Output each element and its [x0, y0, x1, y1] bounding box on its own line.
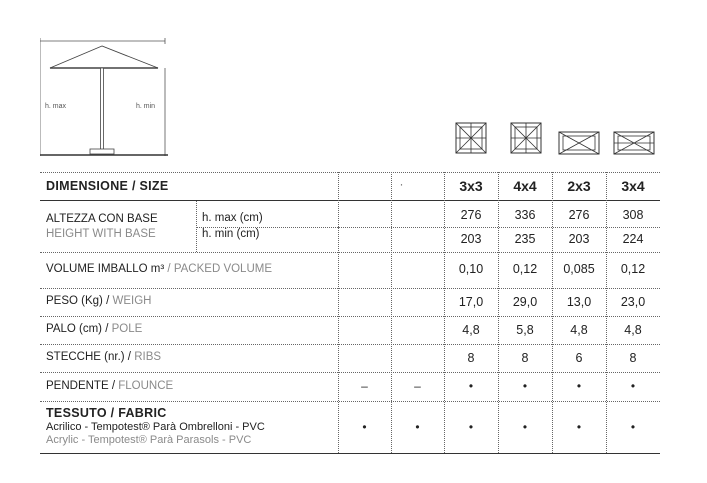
- table-top-divider: [40, 172, 660, 173]
- fabric-it: Acrilico - Tempotest® Parà Ombrelloni - PVC: [46, 421, 265, 433]
- umbrella-3x3-icon: [455, 122, 487, 154]
- ribs-4x4: 8: [521, 351, 529, 365]
- row-divider: [40, 288, 660, 289]
- row-divider: [40, 316, 660, 317]
- pole-label: [46, 323, 142, 335]
- pole-3x4: 4,8: [624, 323, 642, 337]
- volume-label-it: VOLUME IMBALLO m³: [46, 263, 165, 275]
- fabric-en: Acrylic - Tempotest® Parà Parasols - PVC: [46, 434, 252, 446]
- volume-2x3: 0,085: [563, 262, 595, 276]
- h-max-3x3: 276: [460, 208, 482, 222]
- weight-4x4: 29,0: [512, 295, 538, 309]
- flounce-4x4: •: [522, 379, 528, 393]
- volume-label-en: PACKED VOLUME: [173, 263, 273, 275]
- flounce-label: [46, 380, 173, 392]
- table-bottom-divider: [40, 453, 660, 454]
- row-divider: [40, 344, 660, 345]
- weight-label: [46, 295, 151, 307]
- h-min-cm-label: h. min (cm): [202, 228, 260, 240]
- h-min-4x4: 235: [514, 232, 536, 246]
- h-min-label: h. min: [136, 103, 156, 110]
- flounce-col1: –: [361, 379, 368, 393]
- h-min-2x3: 203: [568, 232, 590, 246]
- weight-label-sep: /: [102, 295, 113, 307]
- weight-label-en: WEIGH: [112, 295, 152, 307]
- weight-label-it: PESO (Kg): [46, 295, 103, 307]
- flounce-label-en: FLOUNCE: [118, 380, 174, 392]
- flounce-label-it: PENDENTE: [46, 380, 109, 392]
- column-divider: [338, 172, 339, 453]
- fabric-col1: •: [362, 420, 367, 434]
- height-label-it: ALTEZZA CON BASE: [46, 213, 158, 225]
- size-header-4x4: 4x4: [513, 178, 537, 194]
- h-max-4x4: 336: [514, 208, 536, 222]
- umbrella-diagram-icon: [40, 38, 170, 158]
- flounce-2x3: •: [576, 379, 582, 393]
- row-divider: [40, 252, 660, 253]
- pole-label-it: PALO (cm): [46, 323, 103, 335]
- header-divider: [40, 200, 660, 201]
- ribs-3x4: 8: [629, 351, 637, 365]
- umbrella-3x4-icon: [613, 131, 655, 155]
- pole-3x3: 4,8: [462, 323, 480, 337]
- size-header-2x3: 2x3: [567, 178, 591, 194]
- ribs-label-en: RIBS: [134, 351, 162, 363]
- volume-3x4: 0,12: [620, 262, 646, 276]
- weight-3x3: 17,0: [458, 295, 484, 309]
- flounce-label-sep: /: [108, 380, 119, 392]
- ribs-label-it: STECCHE (nr.): [46, 351, 125, 363]
- flounce-col2: –: [414, 379, 421, 393]
- ribs-label-sep: /: [124, 351, 135, 363]
- h-min-3x3: 203: [460, 232, 482, 246]
- column-divider: [391, 172, 392, 453]
- h-min-3x4: 224: [622, 232, 644, 246]
- pole-4x4: 5,8: [516, 323, 534, 337]
- size-header-title: DIMENSIONE / SIZE: [46, 179, 169, 193]
- pole-label-sep: /: [102, 323, 112, 335]
- volume-label-sep: /: [164, 263, 174, 275]
- flounce-3x3: •: [468, 379, 474, 393]
- fabric-col2: •: [415, 420, 420, 434]
- fabric-4x4: •: [522, 420, 528, 434]
- fabric-2x3: •: [576, 420, 582, 434]
- ribs-label: [46, 351, 161, 363]
- umbrella-2x3-icon: [558, 131, 600, 155]
- volume-3x3: 0,10: [458, 262, 484, 276]
- volume-label: [46, 263, 272, 275]
- h-max-2x3: 276: [568, 208, 590, 222]
- pole-2x3: 4,8: [570, 323, 588, 337]
- column-divider: [196, 201, 197, 252]
- header-col2-mark: ·: [399, 177, 404, 191]
- row-divider: [40, 372, 660, 373]
- umbrella-4x4-icon: [510, 122, 542, 154]
- ribs-3x3: 8: [467, 351, 475, 365]
- fabric-3x4: •: [630, 420, 636, 434]
- h-max-3x4: 308: [622, 208, 644, 222]
- h-max-cm-label: h. max (cm): [202, 212, 263, 224]
- umbrella-dimension-diagram: [40, 38, 170, 158]
- size-header-3x4: 3x4: [621, 178, 645, 194]
- height-values-divider: [338, 227, 660, 228]
- flounce-3x4: •: [630, 379, 636, 393]
- pole-label-en: POLE: [111, 323, 143, 335]
- weight-2x3: 13,0: [566, 295, 592, 309]
- h-max-label: h. max: [45, 103, 67, 110]
- weight-3x4: 23,0: [620, 295, 646, 309]
- fabric-3x3: •: [468, 420, 474, 434]
- row-divider: [40, 401, 660, 402]
- height-label-en: HEIGHT WITH BASE: [46, 228, 156, 240]
- volume-4x4: 0,12: [512, 262, 538, 276]
- ribs-2x3: 6: [575, 351, 583, 365]
- fabric-title: TESSUTO / FABRIC: [46, 406, 167, 420]
- size-header-3x3: 3x3: [459, 178, 483, 194]
